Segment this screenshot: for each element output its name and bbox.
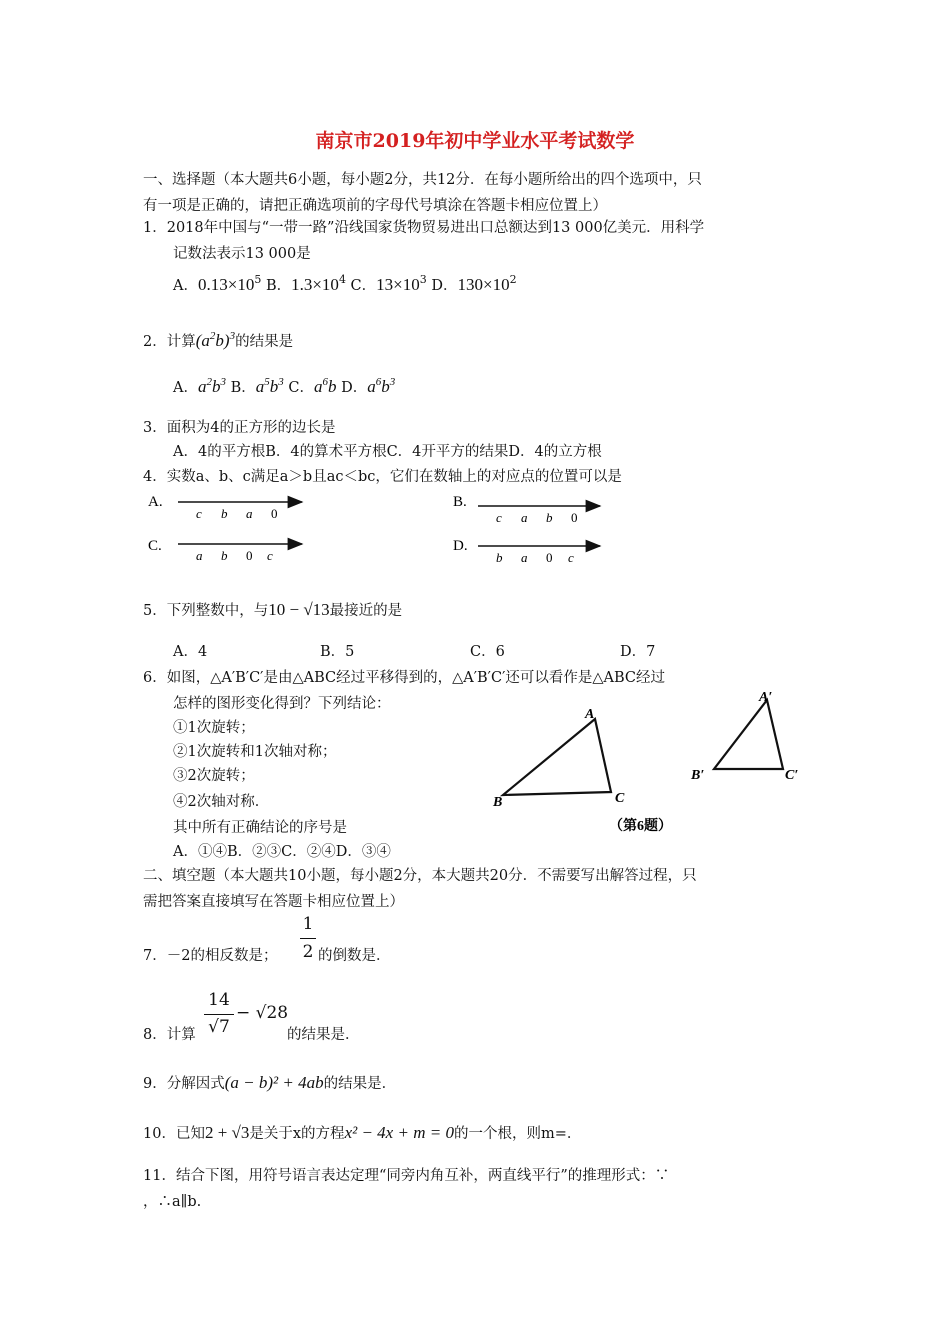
- q2-stem: [143, 326, 293, 352]
- q1-opt-d: D．: [431, 278, 458, 294]
- section2-line2: 需把答案直接填写在答题卡相应位置上）: [143, 894, 404, 910]
- q6-ask: 其中所有正确结论的序号是: [173, 820, 347, 836]
- q4-c-tick-1: a: [196, 548, 203, 563]
- q2-opt-c: C．: [288, 380, 314, 396]
- vertex-c: C: [615, 791, 625, 806]
- vertex-b: B: [493, 795, 503, 810]
- q7-denominator: 2: [302, 942, 314, 962]
- q1-expr-d: 130×10: [457, 275, 510, 294]
- q6-conclusion-3: ③2次旋转；: [173, 768, 255, 784]
- q1-exp-c: 3: [419, 273, 427, 286]
- q4-a-tick-3: a: [246, 506, 253, 521]
- q7-numerator: 1: [302, 914, 314, 934]
- q1-exp-d: 2: [509, 273, 517, 286]
- q11-line1: 11．结合下图，用符号语言表达定理“同旁内角互补，两直线平行”的推理形式：∵: [143, 1168, 670, 1184]
- q1-exp-b: 4: [338, 273, 346, 286]
- section1-line1: 一、选择题（本大题共6小题，每小题2分，共12分．在每小题所给出的四个选项中，只: [143, 172, 702, 188]
- q2-opt-d: D．: [341, 380, 368, 396]
- q8-rest: − √28: [236, 1003, 289, 1023]
- q6-conclusion-4: ④2次轴对称．: [173, 794, 270, 810]
- q4-d-tick-4: c: [568, 550, 574, 565]
- q4-a-tick-4: 0: [271, 506, 278, 521]
- q4-c-tick-2: b: [221, 548, 228, 563]
- vertex-b-prime: B′: [691, 768, 705, 783]
- q10-equation: x² − 4x + m = 0: [344, 1123, 454, 1142]
- q4-b-tick-4: 0: [571, 510, 578, 525]
- q8-suffix: 的结果是．: [287, 1027, 360, 1043]
- q2-suffix: 的结果是: [235, 334, 294, 350]
- q4-label-b: B.: [453, 494, 467, 510]
- q8-prefix: 8．计算: [143, 1027, 196, 1043]
- q1-opt-c: C．: [350, 278, 377, 294]
- q7-fraction-bar: [300, 938, 316, 939]
- q5-suffix: 最接近的是: [329, 603, 403, 619]
- q9-stem: [143, 1073, 396, 1094]
- q4-b-tick-1: c: [496, 510, 502, 525]
- q1-options: [173, 270, 517, 296]
- q8-numerator: 14: [208, 990, 230, 1010]
- q4-d-tick-2: a: [521, 550, 528, 565]
- q1-line2: 记数法表示13 000是: [173, 246, 311, 262]
- q4-c-tick-4: c: [267, 548, 273, 563]
- page-title: 南京市2019年初中学业水平考试数学: [315, 130, 635, 152]
- triangle-abc: [503, 719, 611, 795]
- q1-line1: 1．2018年中国与“一带一路”沿线国家货物贸易进出口总额达到13 000亿美元．用科学: [143, 220, 705, 236]
- q2-expr-d: $a^6b^3$: [367, 376, 396, 396]
- q1-opt-b: B．: [265, 278, 292, 294]
- q4-b-tick-2: a: [521, 510, 528, 525]
- q1-expr-c: 13×10: [376, 275, 420, 294]
- q1-exp-a: 5: [254, 273, 262, 286]
- q10-mid: 是关于x的方程: [249, 1126, 345, 1142]
- vertex-a: A: [585, 707, 595, 722]
- q7-suffix: 的倒数是．: [318, 948, 391, 964]
- q2-prefix: 2．计算: [143, 334, 196, 350]
- q1-expr-b: 1.3×10: [291, 275, 339, 294]
- q5-opt-d: D．7: [620, 644, 656, 660]
- q4-a-tick-2: b: [221, 506, 228, 521]
- q6-options: A．①④B．②③C．②④D．③④: [173, 844, 391, 860]
- q4-d-tick-3: 0: [546, 550, 553, 565]
- vertex-a-prime: A′: [759, 690, 773, 705]
- q6-figure: [485, 688, 815, 838]
- q4-label-d: D.: [453, 538, 468, 554]
- q4-label-c: C.: [148, 538, 162, 554]
- q5-opt-b: B．5: [320, 644, 355, 660]
- q4-number-lines: [140, 488, 620, 573]
- q4-stem: 4．实数a、b、c满足a＞b且ac＜bc，它们在数轴上的对应点的位置可以是: [143, 469, 622, 485]
- q9-expr: (a − b)² + 4ab: [224, 1073, 324, 1092]
- q5-expr: 10 − √13: [268, 600, 330, 619]
- section1-line2: 有一项是正确的，请把正确选项前的字母代号填涂在答题卡相应位置上）: [143, 198, 607, 214]
- q5-opt-c: C．6: [470, 644, 505, 660]
- q4-c-tick-3: 0: [246, 548, 253, 563]
- figure-caption: （第6题）: [609, 819, 672, 834]
- q5-stem: [143, 600, 402, 621]
- q5-opt-a: A．4: [173, 644, 208, 660]
- vertex-c-prime: C′: [785, 768, 799, 783]
- q8-fraction-bar: [204, 1014, 234, 1015]
- q6-conclusion-1: ①1次旋转；: [173, 720, 255, 736]
- section2-line1: 二、填空题（本大题共10小题，每小题2分，本大题共20分．不需要写出解答过程，只: [143, 868, 697, 884]
- q8-denominator: √7: [208, 1017, 230, 1037]
- q6-conclusion-2: ②1次旋转和1次轴对称；: [173, 744, 337, 760]
- q10-root: 2 + √3: [204, 1123, 250, 1142]
- q11-line2: ，∴a∥b.: [143, 1194, 202, 1210]
- q4-a-tick-1: c: [196, 506, 202, 521]
- q10-stem: [143, 1123, 581, 1144]
- q2-opt-b: B．: [230, 380, 256, 396]
- q4-d-tick-1: b: [496, 550, 503, 565]
- q3-stem: 3．面积为4的正方形的边长是: [143, 420, 336, 436]
- triangle-abc-prime: [714, 700, 783, 769]
- q2-expr-a: $a^2b^3$: [197, 376, 226, 396]
- q4-label-a: A.: [148, 494, 163, 510]
- q4-b-tick-3: b: [546, 510, 553, 525]
- q2-options: [173, 372, 395, 398]
- q2-expr: $(a^2b)^3$: [195, 330, 236, 350]
- q1-opt-a: A．: [173, 278, 198, 294]
- q5-prefix: 5．下列整数中，与: [143, 603, 269, 619]
- q10-suffix: 的一个根，则m=．: [453, 1126, 582, 1142]
- q2-opt-a: A．: [173, 380, 198, 396]
- q9-prefix: 9．分解因式: [143, 1076, 225, 1092]
- q6-line1: 6．如图，△A′B′C′是由△ABC经过平移得到的，△A′B′C′还可以看作是△ABC经过: [143, 670, 666, 686]
- q3-options: A．4的平方根B．4的算术平方根C．4开平方的结果D．4的立方根: [173, 444, 602, 460]
- q6-line2: 怎样的图形变化得到？下列结论：: [173, 696, 391, 712]
- q2-expr-c: $a^6b$: [313, 376, 337, 396]
- q9-suffix: 的结果是．: [323, 1076, 397, 1092]
- q2-expr-b: $a^5b^3$: [255, 376, 284, 396]
- q1-expr-a: 0.13×10: [197, 275, 255, 294]
- q10-prefix: 10．已知: [143, 1126, 205, 1142]
- q7-prefix: 7．－2的相反数是；: [143, 948, 278, 964]
